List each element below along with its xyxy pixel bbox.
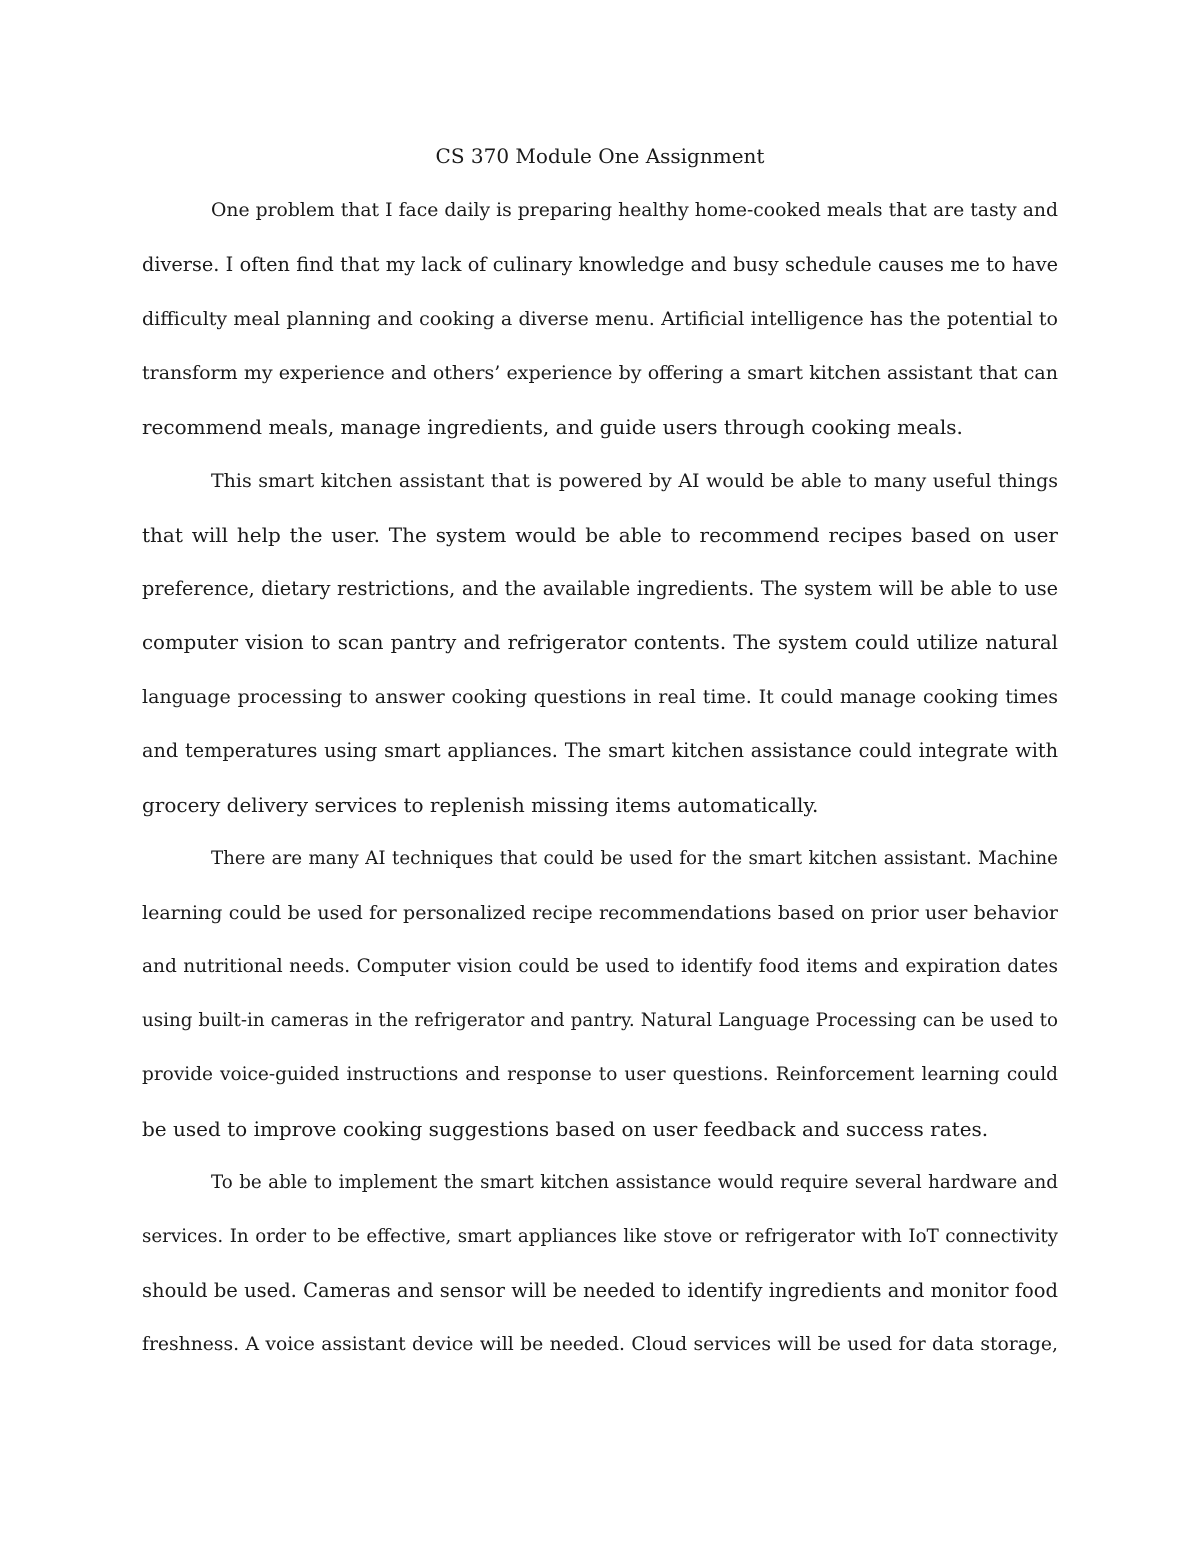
paragraph-2-line-7: grocery delivery services to replenish missing items automatically. bbox=[142, 793, 819, 817]
paragraph-2-line-1: This smart kitchen assistant that is powered by AI would be able to many useful things bbox=[211, 470, 1058, 492]
paragraph-2-line-5: language processing to answer cooking questions in real time. It could manage cooking times bbox=[142, 686, 1058, 708]
paragraph-3-line-1: There are many AI techniques that could be used for the smart kitchen assistant. Machine bbox=[211, 848, 1058, 869]
paragraph-2-line-4: computer vision to scan pantry and refrigerator contents. The system could utilize natural bbox=[142, 631, 1058, 654]
paragraph-4-line-3: should be used. Cameras and sensor will be needed to identify ingredients and monitor food bbox=[142, 1279, 1058, 1302]
paragraph-2-line-3: preference, dietary restrictions, and the available ingredients. The system will be able to use bbox=[142, 577, 1058, 600]
paragraph-3-line-6: be used to improve cooking suggestions based on user feedback and success rates. bbox=[142, 1117, 989, 1141]
paragraph-1-line-5: recommend meals, manage ingredients, and guide users through cooking meals. bbox=[142, 415, 963, 439]
paragraph-1-line-3: difficulty meal planning and cooking a diverse menu. Artificial intelligence has the potential to bbox=[142, 308, 1058, 330]
paragraph-1-line-1: One problem that I face daily is preparing healthy home-cooked meals that are tasty and bbox=[211, 200, 1058, 221]
paragraph-3-line-5: provide voice-guided instructions and response to user questions. Reinforcement learning could bbox=[142, 1064, 1058, 1085]
paragraph-4-line-2: services. In order to be effective, smart appliances like stove or refrigerator with IoT connectivity bbox=[142, 1226, 1058, 1247]
paragraph-1-line-2: diverse. I often find that my lack of culinary knowledge and busy schedule causes me to have bbox=[142, 253, 1058, 276]
paragraph-2-line-2: that will help the user. The system would be able to recommend recipes based on user bbox=[142, 523, 1058, 547]
paragraph-4-line-4: freshness. A voice assistant device will be needed. Cloud services will be used for data storage, bbox=[142, 1334, 1058, 1355]
paragraph-4-line-1: To be able to implement the smart kitchen assistance would require several hardware and bbox=[211, 1172, 1058, 1193]
paragraph-2-line-6: and temperatures using smart appliances. The smart kitchen assistance could integrate with bbox=[142, 739, 1058, 762]
paragraph-3-line-3: and nutritional needs. Computer vision could be used to identify food items and expiration dates bbox=[142, 956, 1058, 977]
paragraph-3-line-2: learning could be used for personalized recipe recommendations based on prior user behavior bbox=[142, 902, 1058, 924]
paragraph-1-line-4: transform my experience and others’ experience by offering a smart kitchen assistant that can bbox=[142, 362, 1058, 384]
document-title: CS 370 Module One Assignment bbox=[435, 144, 765, 168]
paragraph-3-line-4: using built-in cameras in the refrigerator and pantry. Natural Language Processing can be used to bbox=[142, 1010, 1058, 1031]
